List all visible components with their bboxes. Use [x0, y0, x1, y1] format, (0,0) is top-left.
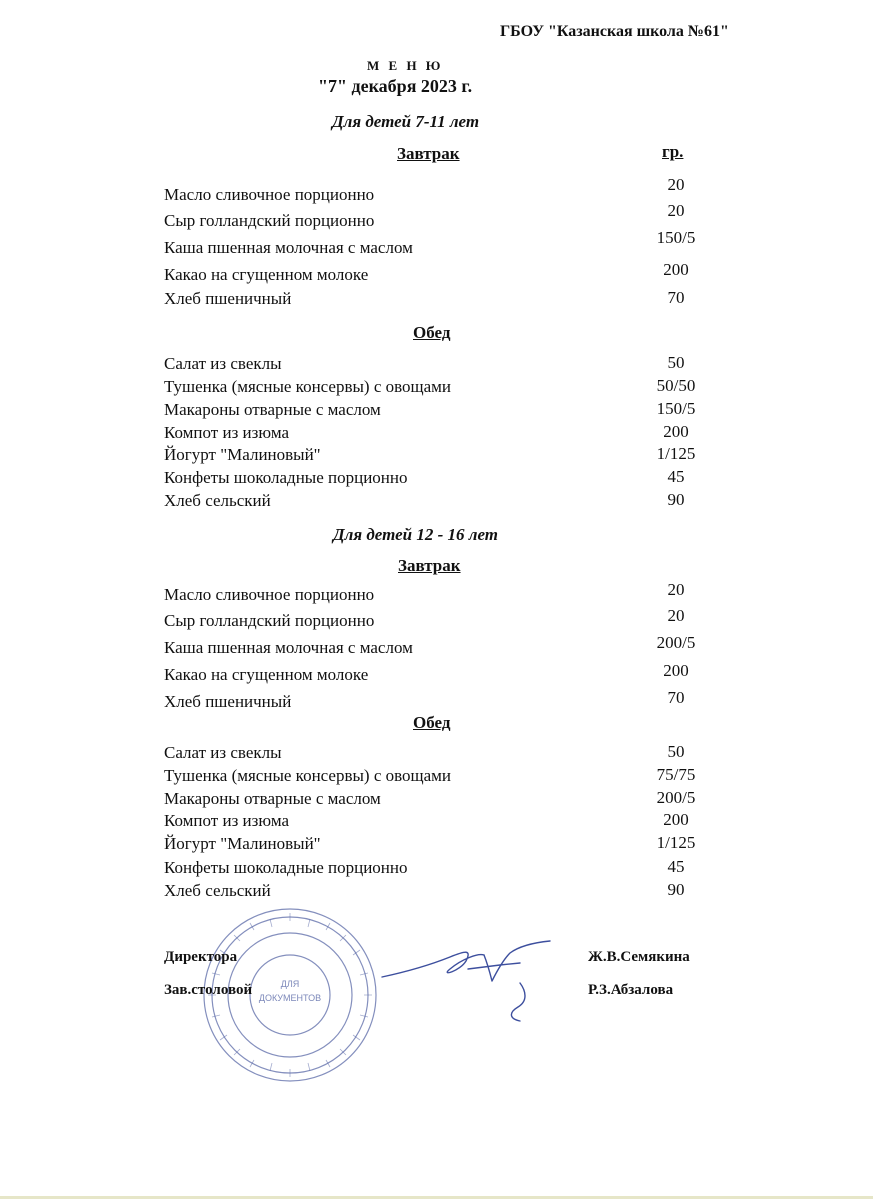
- menu-title: М Е Н Ю: [367, 58, 444, 73]
- breakfast-title-12-16: Завтрак: [398, 556, 461, 575]
- menu-item-qty: 90: [667, 880, 685, 899]
- menu-item-qty: 200: [663, 260, 689, 279]
- menu-item: Конфеты шоколадные порционно: [164, 858, 408, 877]
- menu-item-qty: 50: [667, 353, 685, 372]
- menu-item-qty: 45: [667, 857, 685, 876]
- menu-item: Хлеб сельский: [164, 881, 271, 900]
- menu-item: Каша пшенная молочная с маслом: [164, 238, 413, 257]
- menu-item-qty: 1/125: [656, 833, 696, 852]
- menu-date: "7" декабря 2023 г.: [318, 76, 473, 96]
- breakfast-title-7-11: Завтрак: [397, 144, 460, 163]
- menu-item: Тушенка (мясные консервы) с овощами: [164, 377, 452, 396]
- director-role: Директора: [164, 949, 238, 965]
- lunch-title-7-11: Обед: [413, 323, 451, 342]
- menu-item-qty: 70: [667, 688, 685, 707]
- menu-item: Йогурт "Малиновый": [164, 445, 321, 464]
- menu-item: Хлеб пшеничный: [164, 692, 292, 711]
- menu-item: Тушенка (мясные консервы) с овощами: [164, 766, 452, 785]
- director-name: Ж.В.Семякина: [588, 949, 690, 965]
- canteen-manager-name: Р.З.Абзалова: [588, 982, 674, 998]
- organization-name: ГБОУ "Казанская школа №61": [500, 23, 729, 40]
- menu-item: Масло сливочное порционно: [164, 185, 375, 204]
- svg-text:ДЛЯ: ДЛЯ: [280, 979, 300, 989]
- page-bottom-edge: [0, 1196, 873, 1199]
- menu-item-qty: 20: [667, 580, 685, 599]
- menu-item-qty: 20: [667, 606, 685, 625]
- grams-header: гр.: [662, 142, 684, 161]
- menu-item-qty: 150/5: [656, 228, 696, 247]
- menu-item-qty: 50: [667, 742, 685, 761]
- menu-item-qty: 20: [667, 201, 685, 220]
- group-title-7-11: Для детей 7-11 лет: [332, 112, 480, 131]
- menu-item: Хлеб пшеничный: [164, 289, 292, 308]
- menu-item: Макароны отварные с маслом: [164, 400, 381, 419]
- menu-item-qty: 70: [667, 288, 685, 307]
- menu-item: Каша пшенная молочная с маслом: [164, 638, 413, 657]
- menu-item-qty: 75/75: [656, 765, 696, 784]
- lunch-title-12-16: Обед: [413, 713, 451, 732]
- menu-item: Компот из изюма: [164, 423, 290, 442]
- menu-item-qty: 200: [663, 810, 689, 829]
- canteen-manager-role: Зав.столовой: [164, 982, 253, 998]
- menu-item-qty: 90: [667, 490, 685, 509]
- menu-item: Компот из изюма: [164, 811, 290, 830]
- menu-item: Сыр голландский порционно: [164, 211, 375, 230]
- menu-item: Салат из свеклы: [164, 354, 282, 373]
- menu-item-qty: 200/5: [656, 633, 696, 652]
- group-title-12-16: Для детей 12 - 16 лет: [333, 525, 499, 544]
- handwritten-signature: [380, 935, 560, 1025]
- menu-item-qty: 200: [663, 422, 689, 441]
- menu-item: Хлеб сельский: [164, 491, 271, 510]
- menu-item-qty: 150/5: [656, 399, 696, 418]
- menu-item: Масло сливочное порционно: [164, 585, 375, 604]
- menu-item: Йогурт "Малиновый": [164, 834, 321, 853]
- menu-item: Салат из свеклы: [164, 743, 282, 762]
- menu-item-qty: 1/125: [656, 444, 696, 463]
- menu-item: Какао на сгущенном молоке: [164, 665, 369, 684]
- menu-item-qty: 50/50: [656, 376, 696, 395]
- menu-item: Макароны отварные с маслом: [164, 789, 381, 808]
- menu-item-qty: 45: [667, 467, 685, 486]
- menu-item-qty: 20: [667, 175, 685, 194]
- menu-item-qty: 200/5: [656, 788, 696, 807]
- menu-item: Какао на сгущенном молоке: [164, 265, 369, 284]
- svg-text:ДОКУМЕНТОВ: ДОКУМЕНТОВ: [258, 993, 322, 1003]
- menu-item: Сыр голландский порционно: [164, 611, 375, 630]
- menu-item-qty: 200: [663, 661, 689, 680]
- menu-item: Конфеты шоколадные порционно: [164, 468, 408, 487]
